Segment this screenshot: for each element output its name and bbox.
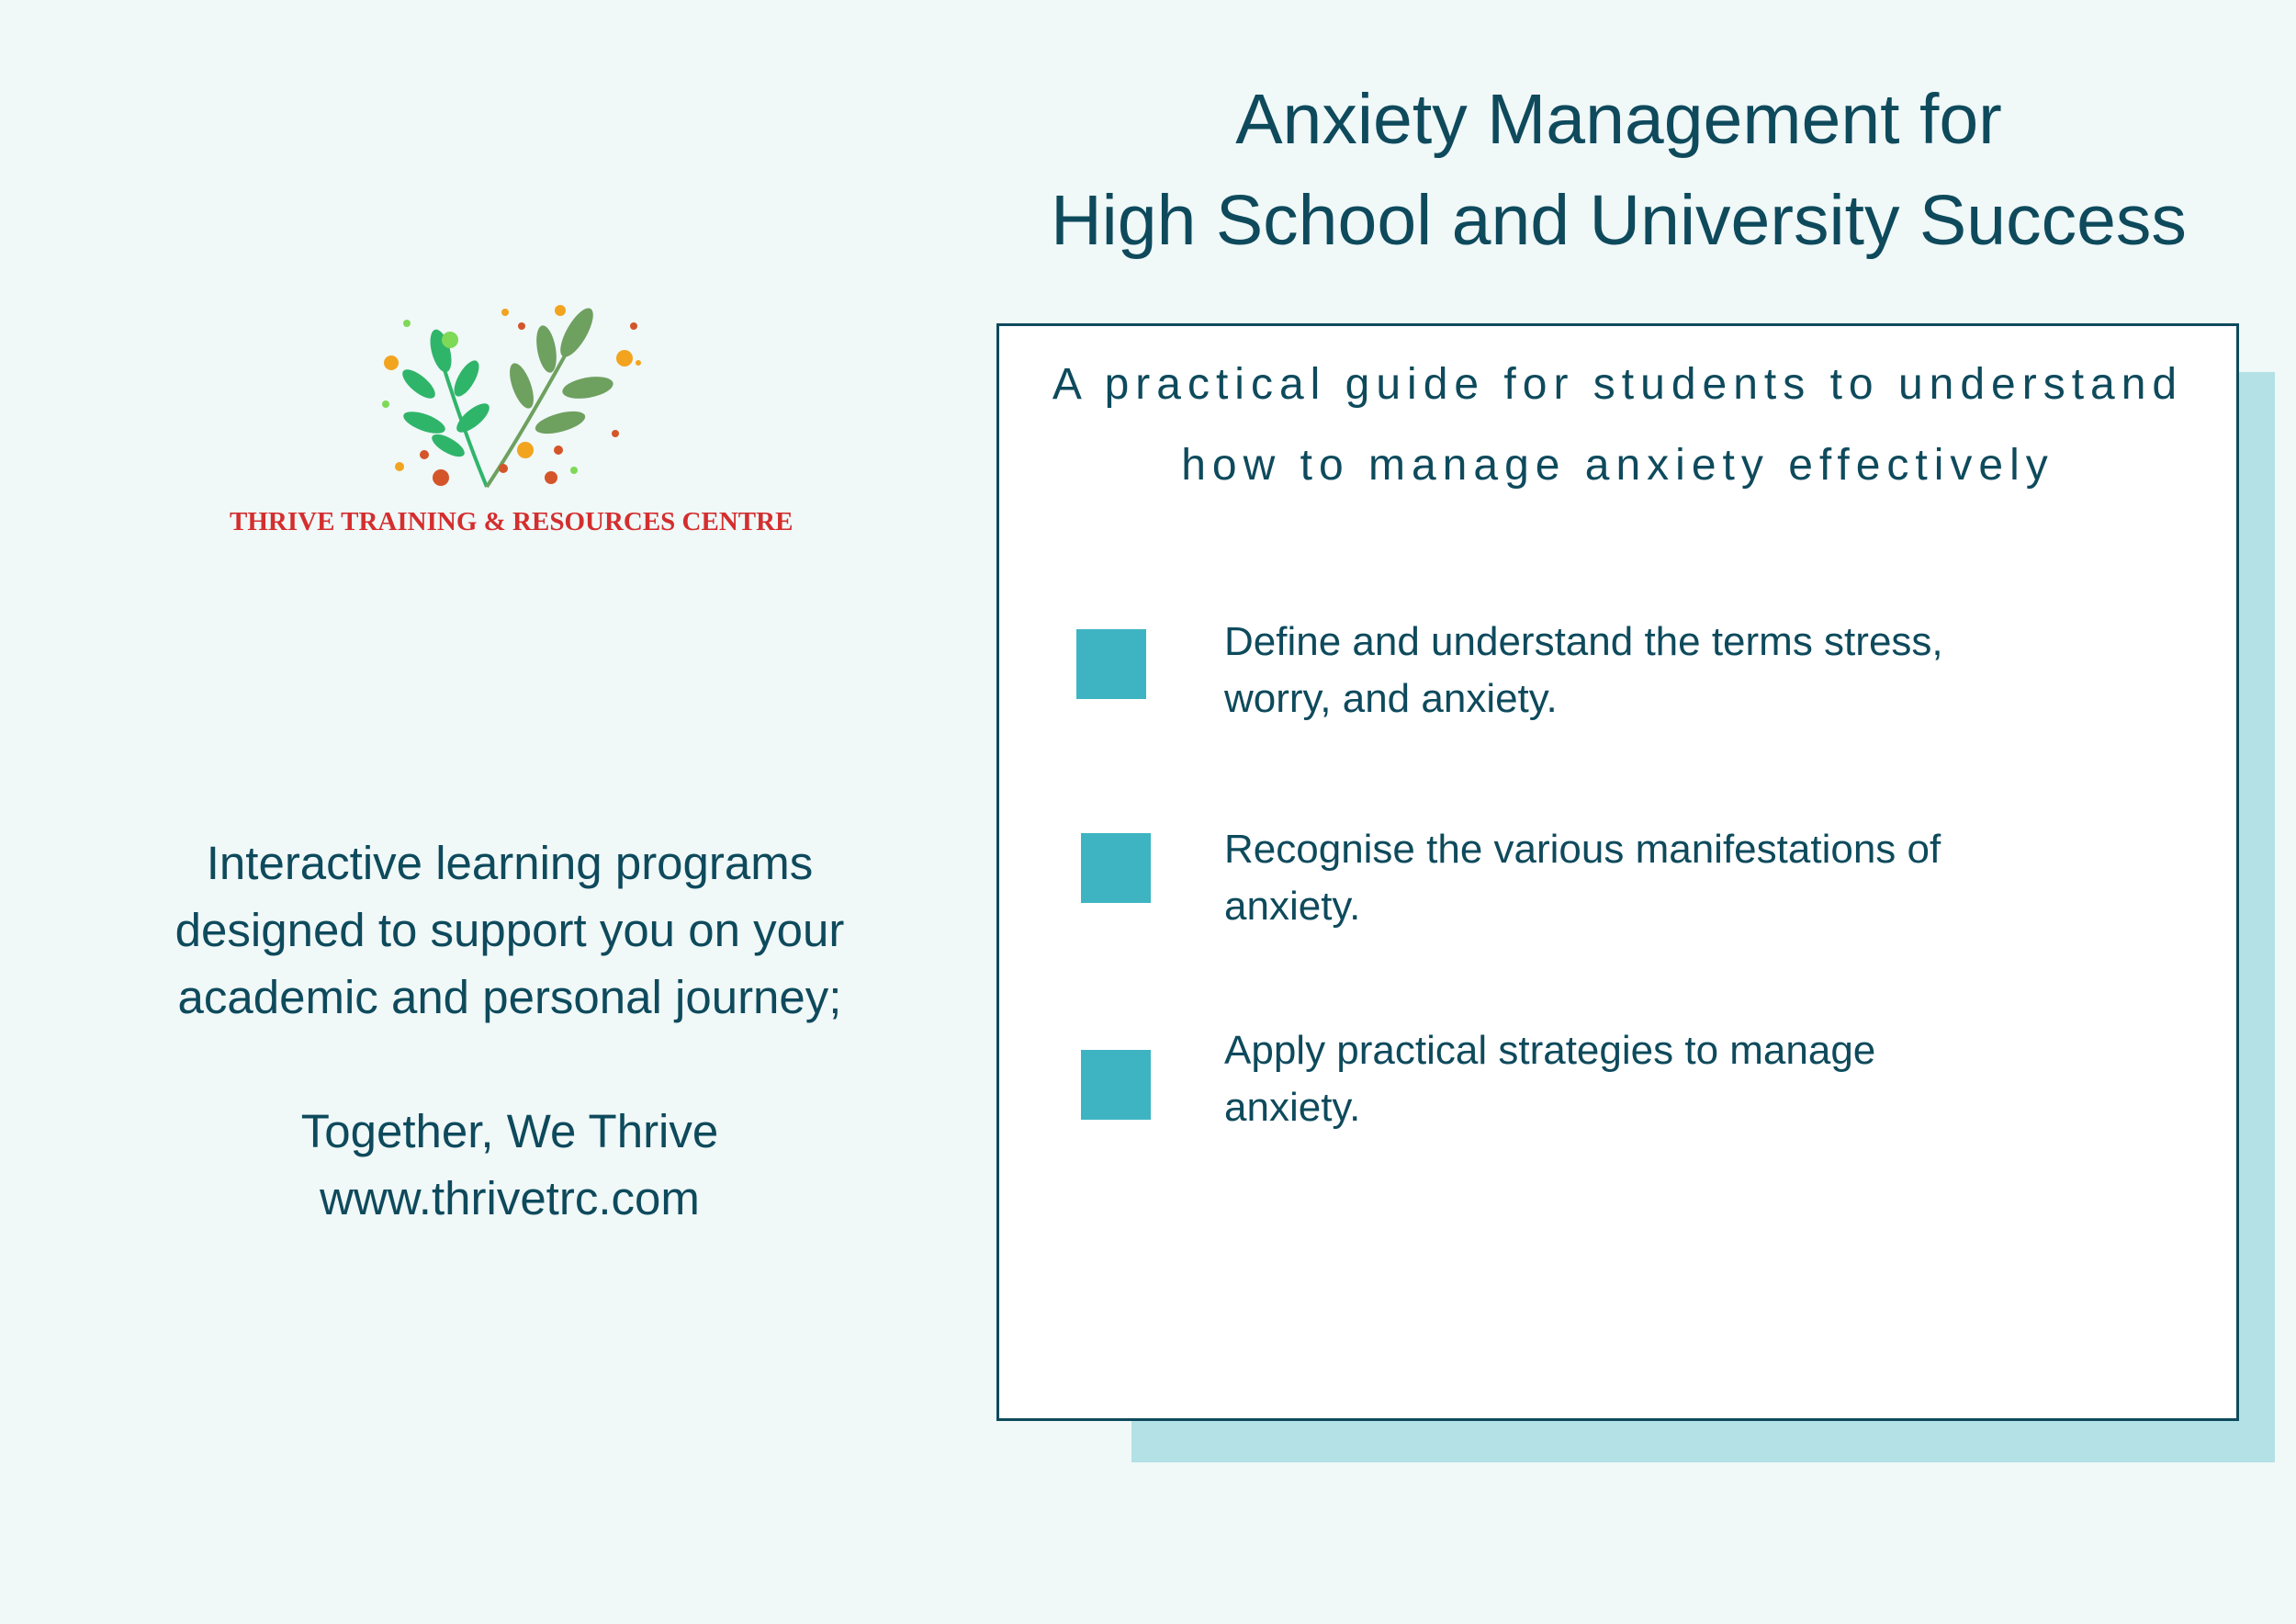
subtitle-line-1: A practical guide for students to understand: [1052, 360, 2184, 409]
list-item-text: Apply practical strategies to manage anxiety.: [1224, 1028, 1876, 1130]
list-item-text: Define and understand the terms stress, worry, and anxiety.: [1224, 619, 1943, 721]
info-card: [996, 323, 2239, 1421]
title-line-1: Anxiety Management for: [1235, 80, 2002, 159]
logo-text: THRIVE TRAINING & RESOURCES CENTRE: [230, 507, 793, 536]
website-link[interactable]: www.thrivetrc.com: [320, 1172, 700, 1224]
logo: [230, 294, 793, 551]
title-line-2: High School and University Success: [1051, 181, 2187, 260]
promo-text: [73, 829, 946, 1232]
promo-line-3: academic and personal journey;: [177, 971, 842, 1023]
square-bullet-icon: [1081, 1050, 1151, 1120]
page-title: [996, 69, 2241, 271]
promo-line-1: Interactive learning programs: [206, 837, 814, 889]
square-bullet-icon: [1081, 833, 1151, 903]
subtitle-line-2: how to manage anxiety effectively: [1181, 441, 2054, 490]
promo-line-2: designed to support you on your: [174, 904, 845, 956]
tagline: Together, We Thrive: [300, 1105, 719, 1157]
list-item-text: Recognise the various manifestations of anxiety.: [1224, 827, 1941, 929]
square-bullet-icon: [1076, 629, 1146, 699]
card-subtitle: [999, 344, 2236, 506]
leaf-branch-logo-icon: [367, 294, 643, 491]
